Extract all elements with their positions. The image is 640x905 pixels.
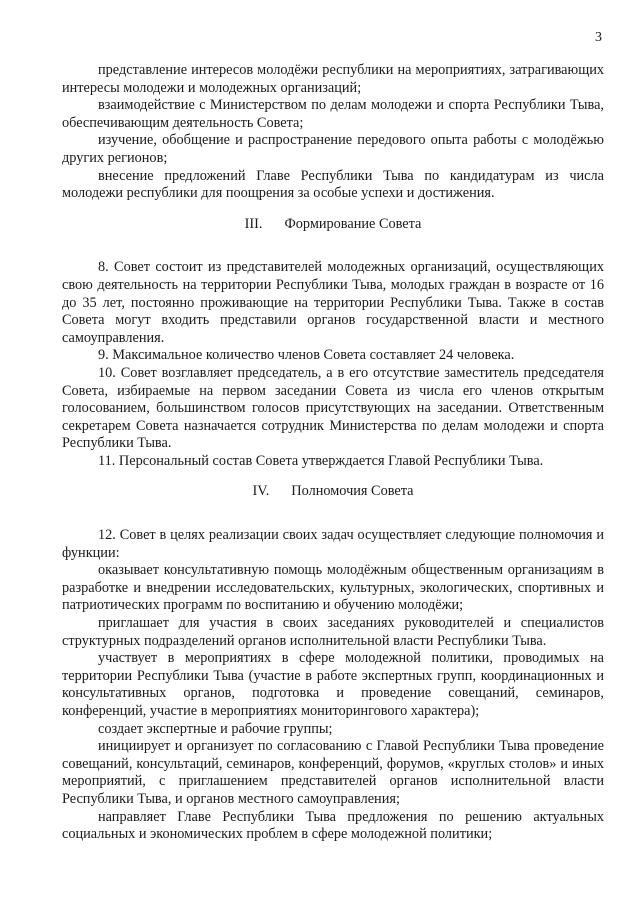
section-title: Полномочия Совета xyxy=(291,483,414,500)
section-paragraph: участвует в мероприятиях в сфере молодежной политики, проводимых на территории Республики Тыва (участие в работе экспертных групп, координационных и консультативных органов, подготовка и проведение совещаний, семинаров, конференций, участие в мероприятиях мониторингового характера); xyxy=(62,650,604,719)
section-paragraph: направляет Главе Республики Тыва предложения по решению актуальных социальных и экономических проблем в сфере молодежной политики; xyxy=(62,808,604,843)
intro-paragraph: внесение предложений Главе Республики Тыва по кандидатурам из числа молодежи республики для поощрения за особые успехи и достижения. xyxy=(62,167,604,202)
section-title: Формирование Совета xyxy=(284,215,422,232)
section-paragraph: 10. Совет возглавляет председатель, а в его отсутствие заместитель председателя Совета, избираемые на первом заседании Совета из числа его членов открытым голосованием, большинством голосов присутствующих на заседании. Ответственным секретарем Совета назначается сотрудник Министерства по делам молодежи и спорта Республики Тыва. xyxy=(62,364,604,452)
section-heading-4 xyxy=(62,483,604,501)
section-paragraph: инициирует и организует по согласованию с Главой Республики Тыва проведение совещаний, консультаций, семинаров, конференций, форумов, «круглых столов» и иных мероприятий, с приглашением представителей органов исполнительной власти Республики Тыва, и органов местного самоуправления; xyxy=(62,738,604,807)
intro-paragraph: изучение, обобщение и распространение передового опыта работы с молодёжью других регионов; xyxy=(62,132,604,166)
section-paragraph: 9. Максимальное количество членов Совета составляет 24 человека. xyxy=(98,347,515,364)
section-paragraph: 11. Персональный состав Совета утверждается Главой Республики Тыва. xyxy=(98,452,544,469)
page-number: 3 xyxy=(595,30,602,45)
section-number: IV. xyxy=(252,483,270,500)
intro-paragraph: представление интересов молодёжи республики на мероприятиях, затрагивающих интересы молодежи и молодежных организаций; xyxy=(62,62,604,96)
document-body xyxy=(62,62,604,844)
section-paragraph: оказывает консультативную помощь молодёжным общественным организациям в разработке и внедрении исследовательских, культурных, экологических, спортивных и патриотических программ по воспитанию и обучению молодёжи; xyxy=(62,562,604,614)
section-paragraph: 8. Совет состоит из представителей молодежных организаций, осуществляющих свою деятельность на территории Республики Тыва, молодых граждан в возрасте от 16 до 35 лет, постоянно проживающие на территории Республики Тыва. Также в состав Совета могут входить представили органов государственной власти и местного самоуправления. xyxy=(62,259,604,346)
section-paragraph: создает экспертные и рабочие группы; xyxy=(98,720,333,737)
section-number: III. xyxy=(244,215,263,232)
intro-paragraph: взаимодействие с Министерством по делам молодежи и спорта Республики Тыва, обеспечивающим деятельность Совета; xyxy=(62,97,604,131)
section-paragraph: приглашает для участия в своих заседаниях руководителей и специалистов структурных подразделений органов исполнительной власти Республики Тыва. xyxy=(62,615,604,649)
section-heading-3 xyxy=(62,216,604,234)
section-paragraph: 12. Совет в целях реализации своих задач осуществляет следующие полномочия и функции: xyxy=(62,527,604,561)
